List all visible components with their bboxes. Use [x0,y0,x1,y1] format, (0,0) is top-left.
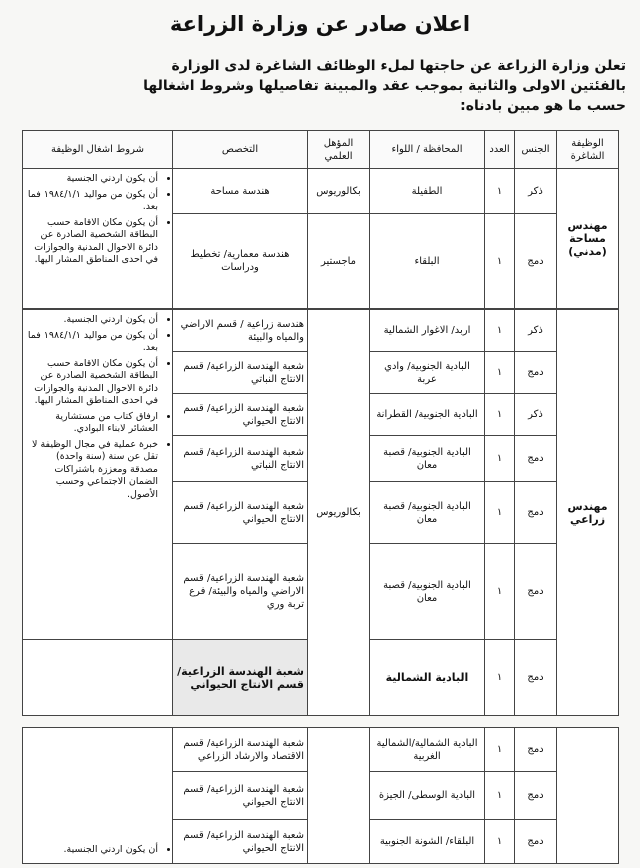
governorate-cell: البلقاء [370,214,485,309]
requirement-item: • خبرة عملية في مجال الوظيفة لا تقل عن سنة (سنة واحدة) مصدقة ومعززة باشتراكات الضمان الاجتماعي وحسب الأصول. [27,439,158,502]
specialization-cell: شعبة الهندسة الزراعية/ قسم الانتاج النباتي [173,352,308,394]
intro-line: بالفئتين الاولى والثانية بموجب عقد والمبينة تفاصيلها وشروط اشغالها [143,78,626,94]
header-qualification: المؤهل العلمي [308,131,370,169]
gender-cell: ذكر [515,310,557,352]
governorate-cell: البادية الجنوبية/ قصبة معان [370,544,485,640]
governorate-cell: البادية الشمالية/الشمالية الغربية [370,728,485,772]
count-cell: ١ [485,772,515,820]
specialization-cell: شعبة الهندسة الزراعية/ قسم الانتاج الحيواني [173,640,308,716]
count-cell: ١ [485,728,515,772]
jobs-table-agricultural [22,309,619,716]
intro-line: تعلن وزارة الزراعة عن حاجتها لملء الوظائف الشاغرة لدى الوزارة [171,58,626,74]
gender-cell: دمج [515,352,557,394]
governorate-cell: البادية الجنوبية/ وادي عربة [370,352,485,394]
header-gender: الجنس [515,131,557,169]
qualification-cell [308,728,370,864]
governorate-cell: اربد/ الاغوار الشمالية [370,310,485,352]
count-cell: ١ [485,640,515,716]
governorate-cell: الطفيلة [370,169,485,214]
gender-cell: دمج [515,482,557,544]
gender-cell: دمج [515,214,557,309]
header-governorate: المحافظة / اللواء [370,131,485,169]
count-cell: ١ [485,820,515,864]
count-cell: ١ [485,394,515,436]
requirements-cell [23,169,173,309]
requirement-item: • ارفاق كتاب من مستشارية العشائر لابناء البوادي. [27,411,158,436]
gender-cell: دمج [515,728,557,772]
gender-cell: دمج [515,436,557,482]
table-row [23,169,619,214]
specialization-cell: شعبة الهندسة الزراعية/ قسم الانتاج الحيواني [173,394,308,436]
specialization-cell: هندسة زراعية / قسم الاراضي والمياه والبيئة [173,310,308,352]
count-cell: ١ [485,352,515,394]
governorate-cell: البلقاء/ الشونة الجنوبية [370,820,485,864]
specialization-cell: شعبة الهندسة الزراعية/ قسم الانتاج الحيواني [173,772,308,820]
job-title-cell: مهندس زراعي [557,310,619,716]
count-cell: ١ [485,482,515,544]
requirement-item: • أن يكون من مواليد ١٩٨٤/١/١ فما بعد. [27,330,158,355]
specialization-cell: شعبة الهندسة الزراعية/ قسم الانتاج الحيواني [173,482,308,544]
qualification-cell: ماجستير [308,214,370,309]
table-row [23,728,619,772]
requirement-item: • أن يكون اردني الجنسية [27,173,158,186]
announcement-title: اعلان صادر عن وزارة الزراعة [169,12,471,36]
job-title-cell [557,728,619,864]
governorate-cell: البادية الوسطى/ الجيزة [370,772,485,820]
count-cell: ١ [485,544,515,640]
header-job: الوظيفة الشاغرة [557,131,619,169]
governorate-cell: البادية الجنوبية/ قصبة معان [370,482,485,544]
table-row [23,310,619,352]
header-specialization: التخصص [173,131,308,169]
header-count: العدد [485,131,515,169]
jobs-table-surveying [22,130,619,309]
job-title-cell: مهندس مساحة (مدني) [557,169,619,309]
table-header-row [23,131,619,169]
specialization-cell: شعبة الهندسة الزراعية/ قسم الاراضي والمياه والبيئة/ فرع تربة وري [173,544,308,640]
requirements-cell [23,310,173,640]
gender-cell: دمج [515,640,557,716]
specialization-cell: شعبة الهندسة الزراعية/ قسم الاقتصاد والارشاد الزراعي [173,728,308,772]
specialization-cell: هندسة مساحة [173,169,308,214]
gender-cell: دمج [515,772,557,820]
requirement-item: • أن يكون اردني الجنسية. [27,844,158,857]
intro-line: حسب ما هو مبين بادناه: [460,98,626,114]
gender-cell: ذكر [515,394,557,436]
requirement-item: • أن يكون مكان الاقامة حسب البطاقة الشخصية الصادرة عن دائرة الاحوال المدنية والجوازات في احدى المناطق المشار اليها. [27,217,158,267]
count-cell: ١ [485,436,515,482]
header-requirements: شروط اشغال الوظيفة [23,131,173,169]
governorate-cell: البادية الجنوبية/ القطرانة [370,394,485,436]
specialization-cell: هندسة معمارية/ تخطيط ودراسات [173,214,308,309]
specialization-cell: شعبة الهندسة الزراعية/ قسم الانتاج الحيواني [173,820,308,864]
jobs-table-continued [22,727,619,864]
qualification-cell: بكالوريوس [308,169,370,214]
requirement-item: • أن يكون من مواليد ١٩٨٤/١/١ فما بعد. [27,189,158,214]
requirement-item: • أن يكون مكان الاقامة حسب البطاقة الشخصية الصادرة عن دائرة الاحوال المدنية والجوازات في احدى المناطق المشار اليها. [27,358,158,408]
qualification-cell: بكالوريوس [308,310,370,716]
count-cell: ١ [485,214,515,309]
gender-cell: ذكر [515,169,557,214]
count-cell: ١ [485,310,515,352]
count-cell: ١ [485,169,515,214]
governorate-cell: البادية الجنوبية/ قصبة معان [370,436,485,482]
requirement-item: • أن يكون اردني الجنسية. [27,314,158,327]
specialization-cell: شعبة الهندسة الزراعية/ قسم الانتاج النباتي [173,436,308,482]
requirements-cell [23,728,173,864]
gender-cell: دمج [515,544,557,640]
intro-paragraph [22,56,626,116]
governorate-cell: البادية الشمالية [370,640,485,716]
gender-cell: دمج [515,820,557,864]
requirements-cell-empty [23,640,173,716]
